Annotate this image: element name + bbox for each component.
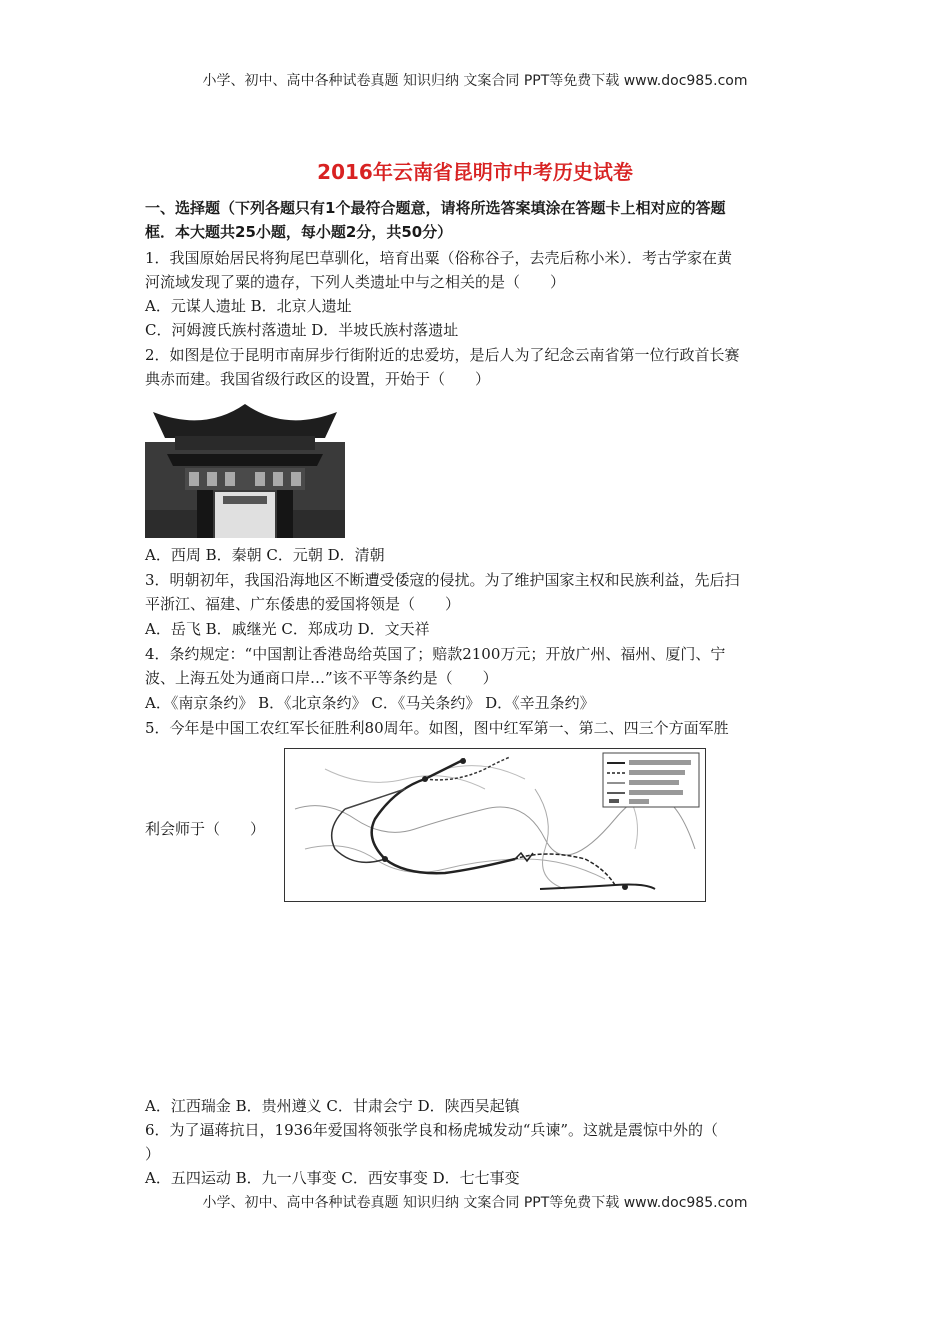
q4-options: A．《南京条约》 B．《北京条约》 C．《马关条约》 D．《辛丑条约》: [145, 694, 595, 712]
q1-options-1: A．元谋人遗址 B．北京人遗址: [145, 297, 352, 315]
q6-options: A．五四运动 B．九一八事变 C．西安事变 D．七七事变: [145, 1169, 520, 1187]
q1-options-2: C．河姆渡氏族村落遗址 D．半坡氏族村落遗址: [145, 321, 459, 339]
section-heading-1: 一、选择题（下列各题只有1个最符合题意，请将所选答案填涂在答题卡上相对应的答题: [145, 199, 726, 217]
section-heading-2: 框．本大题共25小题，每小题2分，共50分）: [145, 223, 453, 241]
q5-stem-1: 5．今年是中国工农红军长征胜利80周年。如图，图中红军第一、第二、四三个方面军胜: [145, 719, 729, 737]
q4-stem-1: 4．条约规定：“中国割让香港岛给英国了；赔款2100万元；开放广州、福州、厦门、宁: [145, 645, 726, 663]
q1-stem-1: 1．我国原始居民将狗尾巴草驯化，培育出粟（俗称谷子，去壳后称小米）．考古学家在黄: [145, 249, 733, 267]
long-march-map: [284, 748, 706, 902]
page-header: 小学、初中、高中各种试卷真题 知识归纳 文案合同 PPT等免费下载 www.doc985.com: [202, 73, 748, 89]
q2-options: A．西周 B．秦朝 C．元朝 D．清朝: [145, 546, 385, 564]
q5-options: A．江西瑞金 B．贵州遵义 C．甘肃会宁 D．陕西吴起镇: [145, 1097, 520, 1115]
q4-stem-2: 波、上海五处为通商口岸…”该不平等条约是（ ）: [145, 669, 498, 687]
zhongai-archway-image: [145, 392, 345, 538]
q6-stem-2: ）: [145, 1145, 161, 1163]
q1-stem-2: 河流域发现了粟的遗存，下列人类遗址中与之相关的是（ ）: [145, 273, 566, 291]
q5-stem-2: 利会师于（ ）: [145, 820, 266, 838]
page-title: 2016年云南省昆明市中考历史试卷: [317, 160, 633, 184]
q2-stem-1: 2．如图是位于昆明市南屏步行街附近的忠爱坊，是后人为了纪念云南省第一位行政首长赛: [145, 346, 740, 364]
q6-stem-1: 6．为了逼蒋抗日，1936年爱国将领张学良和杨虎城发动“兵谏”。这就是震惊中外的（: [145, 1121, 719, 1139]
page-footer: 小学、初中、高中各种试卷真题 知识归纳 文案合同 PPT等免费下载 www.doc985.com: [202, 1195, 748, 1211]
q3-stem-2: 平浙江、福建、广东倭患的爱国将领是（ ）: [145, 595, 461, 613]
q2-stem-2: 典赤而建。我国省级行政区的设置，开始于（ ）: [145, 370, 491, 388]
q3-options: A．岳飞 B．戚继光 C．郑成功 D．文天祥: [145, 620, 430, 638]
q3-stem-1: 3．明朝初年，我国沿海地区不断遭受倭寇的侵扰。为了维护国家主权和民族利益，先后扫: [145, 571, 740, 589]
